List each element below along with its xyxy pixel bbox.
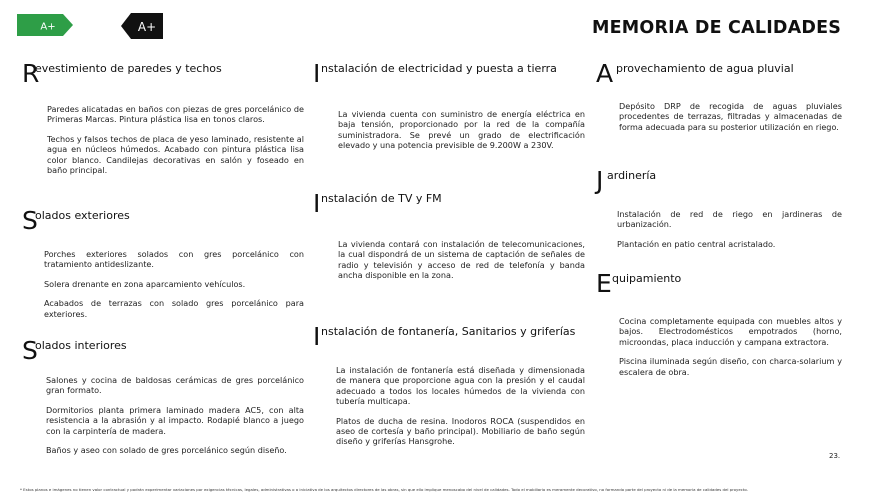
heading-initial: J xyxy=(596,166,604,195)
footnote: * Estos planos e imágenes no tienen valor contractual y podrán experimentar variaciones por exigencias técnicas, legales, administrativas o a iniciativa de los arquitectos directores de las obras, sin que ello implique menoscabo del nivel de calidades. Todo el mobiliario es meramente decorativo, no formando parte del proyecto ni de la memoria de calidades del proyecto. xyxy=(20,487,748,492)
page-title: MEMORIA DE CALIDADES xyxy=(592,18,842,38)
heading-text: nstalación de TV y FM xyxy=(321,192,442,205)
paragraph: Cocina completamente equipada con muebles altos y bajos. Electrodomésticos empotrados (horno, microondas, placa inducción y campana extractora. xyxy=(619,316,842,347)
green-arrow-icon xyxy=(17,14,73,36)
paragraph: Solera drenante en zona aparcamiento vehículos. xyxy=(44,278,246,289)
paragraph: Porches exteriores solados con gres porcelánico con tratamiento antideslizante. xyxy=(44,249,304,270)
black-badge-label: A+ xyxy=(137,20,157,34)
paragraph: Instalación de red de riego en jardineras de urbanización. xyxy=(617,209,842,230)
heading-initial: R xyxy=(22,59,40,88)
heading-initial: I xyxy=(313,322,321,351)
heading-text: evestimiento de paredes y techos xyxy=(35,62,222,75)
paragraph: Platos de ducha de resina. Inodoros ROCA (suspendidos en aseo de cortesía y baño principal). Mobiliario de baño según diseño y griferías Hansgrohe. xyxy=(336,415,585,447)
heading-text: provechamiento de agua pluvial xyxy=(616,62,794,75)
paragraph: La vivienda cuenta con suministro de energía eléctrica en baja tensión, proporcionado por la red de la compañía suministradora. Se prevé un grado de electrificación elevado y una potencia previsible de 9.200W a 230V. xyxy=(338,109,585,151)
paragraph: La instalación de fontanería está diseñada y dimensionada de manera que proporcione agua con la presión y el caudal adecuado a todos los locales húmedos de la vivienda con tubería multicapa. xyxy=(336,365,585,407)
heading-text: olados exteriores xyxy=(35,209,130,222)
section-solados-exteriores xyxy=(22,205,304,328)
section-equipamiento xyxy=(596,268,842,386)
black-arrow-icon xyxy=(121,13,163,39)
heading-initial: I xyxy=(313,189,321,218)
paragraph: Plantación en patio central acristalado. xyxy=(617,238,776,249)
paragraph: Dormitorios planta primera laminado madera AC5, con alta resistencia a la abrasión y al impacto. Rodapié blanco a juego con la carpintería de madera. xyxy=(46,404,304,436)
heading-text: olados interiores xyxy=(35,339,127,352)
energy-rating-badge-black xyxy=(121,13,163,39)
section-revestimiento xyxy=(22,58,304,184)
section-electricidad xyxy=(313,58,585,160)
energy-rating-badge-green xyxy=(17,14,73,36)
section-tv-fm xyxy=(313,188,585,290)
paragraph: Baños y aseo con solado de gres porcelánico según diseño. xyxy=(46,445,287,456)
paragraph: Paredes alicatadas en baños con piezas de gres porcelánico de Primeras Marcas. Pintura plástica lisa en tonos claros. xyxy=(47,104,304,125)
section-heading xyxy=(22,205,304,239)
heading-initial: S xyxy=(22,206,38,235)
section-solados-interiores xyxy=(22,335,304,464)
heading-initial: S xyxy=(22,336,38,365)
paragraph: Piscina iluminada según diseño, con charca-solarium y escalera de obra. xyxy=(619,356,842,377)
section-heading xyxy=(596,165,842,199)
heading-text: quipamiento xyxy=(612,272,682,285)
section-agua-pluvial xyxy=(596,58,842,141)
heading-text: nstalación de electricidad y puesta a tierra xyxy=(321,62,557,75)
section-heading xyxy=(313,321,585,355)
section-heading xyxy=(596,58,842,92)
section-heading xyxy=(22,58,304,92)
heading-text: nstalación de fontanería, Sanitarios y griferías xyxy=(321,325,576,338)
section-heading xyxy=(22,335,304,369)
paragraph: Depósito DRP de recogida de aguas pluviales procedentes de terrazas, filtradas y almacenadas de forma adecuada para su posterior utilización en riego. xyxy=(619,101,842,132)
paragraph: Acabados de terrazas con solado gres porcelánico para exteriores. xyxy=(44,298,304,319)
section-jardineria xyxy=(596,165,842,258)
green-badge-label: A+ xyxy=(40,21,56,33)
section-heading xyxy=(313,188,585,222)
section-heading xyxy=(313,58,585,92)
heading-initial: I xyxy=(313,59,321,88)
heading-initial: A xyxy=(596,59,614,88)
heading-initial: E xyxy=(596,269,612,298)
heading-text: ardinería xyxy=(607,169,657,182)
paragraph: Salones y cocina de baldosas cerámicas de gres porcelánico gran formato. xyxy=(46,375,304,396)
paragraph: La vivienda contará con instalación de telecomunicaciones, la cual dispondrá de un sistema de captación de señales de radio y televisión y acceso de red de telefonía y banda ancha disponible en la zona. xyxy=(338,239,585,281)
paragraph: Techos y falsos techos de placa de yeso laminado, resistente al agua en núcleos húmedos. Acabado con pintura plástica lisa color blanco. Candilejas decorativas en salón y foseado en baño principal. xyxy=(47,133,304,176)
page-number: 23. xyxy=(829,452,841,460)
section-fontaneria xyxy=(313,321,585,456)
section-heading xyxy=(596,268,842,302)
